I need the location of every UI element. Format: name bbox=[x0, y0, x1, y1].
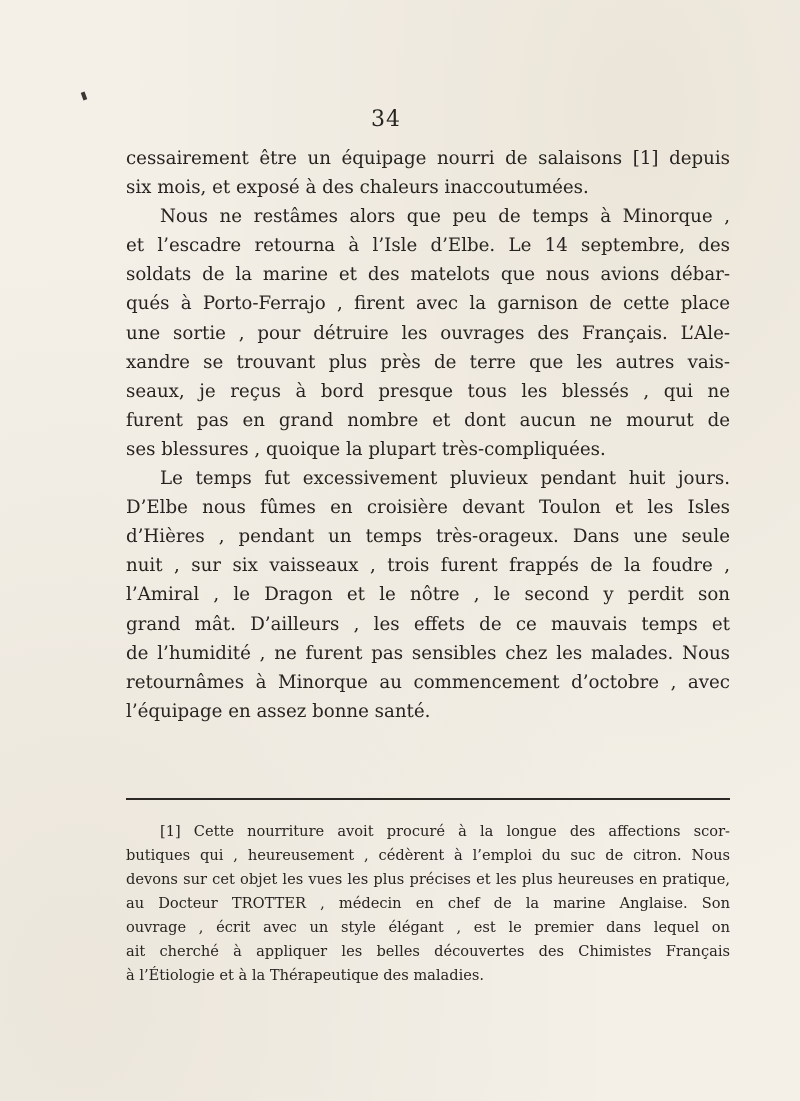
text-line: soldats de la marine et des matelots que nous avions débar- bbox=[126, 264, 730, 286]
footnote-line: [1] Cette nourriture avoit procuré à la longue des affections scor- bbox=[160, 823, 730, 840]
footnote bbox=[126, 820, 730, 988]
text-line: furent pas en grand nombre et dont aucun ne mourut de bbox=[126, 409, 730, 431]
text-line: une sortie , pour détruire les ouvrages des Français. L’Ale- bbox=[126, 322, 730, 344]
footnote-line: ouvrage , écrit avec un style élégant , est le premier dans lequel on bbox=[126, 919, 730, 936]
footnote-line: butiques qui , heureusement , cédèrent à l’emploi du suc de citron. Nous bbox=[126, 847, 730, 864]
footnote-line: au Docteur TROTTER , médecin en chef de la marine Anglaise. Son bbox=[126, 895, 730, 912]
text-line: six mois, et exposé à des chaleurs inaccoutumées. bbox=[126, 177, 589, 199]
text-line: seaux, je reçus à bord presque tous les blessés , qui ne bbox=[126, 380, 730, 402]
text-line: grand mât. D’ailleurs , les effets de ce mauvais temps et bbox=[126, 613, 730, 635]
footnote-line: devons sur cet objet les vues les plus précises et les plus heureuses en pratique, bbox=[126, 871, 730, 888]
text-line: de l’humidité , ne furent pas sensibles chez les malades. Nous bbox=[126, 642, 730, 664]
text-line: et l’escadre retourna à l’Isle d’Elbe. Le 14 septembre, des bbox=[126, 235, 730, 257]
footnote-line: à l’Étiologie et à la Thérapeutique des maladies. bbox=[126, 967, 485, 984]
footnote-divider bbox=[126, 798, 730, 800]
text-line: Nous ne restâmes alors que peu de temps à Minorque , bbox=[160, 206, 730, 228]
text-line: qués à Porto-Ferrajo , firent avec la garnison de cette place bbox=[126, 293, 730, 315]
text-line: nuit , sur six vaisseaux , trois furent frappés de la foudre , bbox=[126, 555, 730, 577]
main-text bbox=[126, 144, 730, 726]
text-line: l’équipage en assez bonne santé. bbox=[126, 700, 431, 722]
text-line: cessairement être un équipage nourri de salaisons [1] depuis bbox=[126, 148, 730, 169]
text-line: xandre se trouvant plus près de terre que les autres vais- bbox=[126, 351, 730, 373]
page-blemish bbox=[81, 92, 87, 101]
text-line: D’Elbe nous fûmes en croisière devant Toulon et les Isles bbox=[126, 497, 730, 519]
page-number: 34 bbox=[371, 107, 401, 132]
footnote-line: ait cherché à appliquer les belles découvertes des Chimistes Français bbox=[126, 943, 730, 960]
text-line: ses blessures , quoique la plupart très-compliquées. bbox=[126, 438, 606, 460]
text-line: retournâmes à Minorque au commencement d’octobre , avec bbox=[126, 671, 730, 693]
text-line: l’Amiral , le Dragon et le nôtre , le second y perdit son bbox=[126, 584, 730, 606]
text-line: d’Hières , pendant un temps très-orageux. Dans une seule bbox=[126, 526, 730, 548]
text-line: Le temps fut excessivement pluvieux pendant huit jours. bbox=[160, 468, 730, 490]
